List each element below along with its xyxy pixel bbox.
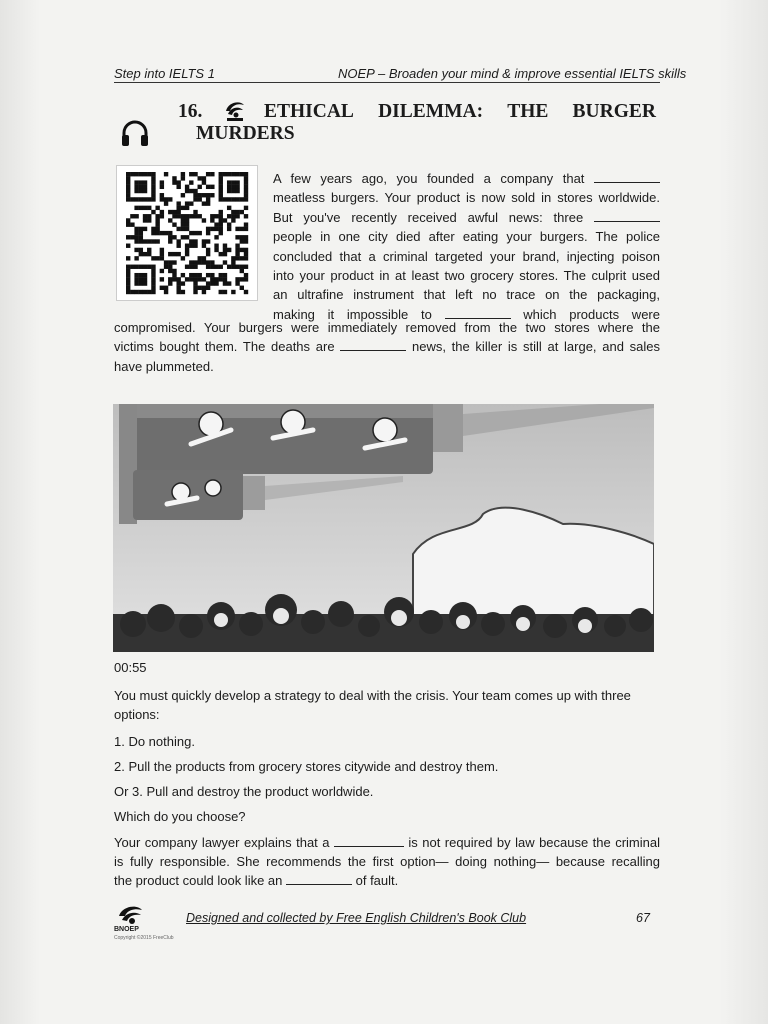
fill-in-blank[interactable] (340, 338, 406, 351)
footer-credit-link[interactable]: Designed and collected by Free English Children's Book Club (186, 911, 527, 925)
paragraph-text: into your product in at least two grocery stores. The culprit used (273, 268, 660, 284)
lawyer-text: the product could look like an (114, 873, 286, 888)
paragraph-text: victims bought them. The deaths are (114, 339, 341, 355)
paragraph-line (273, 285, 660, 304)
fill-in-blank[interactable] (286, 872, 352, 885)
intro-paragraph-full (114, 318, 660, 376)
paragraph-text: concluded that a criminal targeted your brand, injecting poison (273, 248, 660, 264)
footer-copyright: Copyright ©2015 FreeClub (114, 935, 174, 941)
paragraph-text: an ultrafine instrument that left no trace on the packaging, (273, 287, 660, 303)
fill-in-blank[interactable] (594, 209, 660, 222)
paragraph-line (273, 169, 660, 188)
page-number: 67 (636, 911, 650, 925)
lawyer-text: of fault. (352, 873, 399, 888)
paragraph-text: have plummeted. (114, 358, 214, 374)
strategy-text: You must quickly develop a strategy to deal with the crisis. Your team comes up with three options: (114, 688, 631, 722)
lesson-number: 16. (178, 101, 203, 122)
option-1: 1. Do nothing. (114, 734, 195, 749)
paragraph-text: making it impossible to (273, 306, 445, 322)
fill-in-blank[interactable] (445, 306, 511, 319)
title-word: DILEMMA: (378, 101, 484, 122)
paragraph-line (273, 266, 660, 285)
lawyer-text: is fully responsible. She recommends the first option— doing nothing— because recalling (114, 854, 660, 869)
paragraph-line (273, 227, 660, 246)
option-2: 2. Pull the products from grocery stores citywide and destroy them. (114, 759, 499, 774)
lawyer-text: Your company lawyer explains that a (114, 835, 334, 850)
question-text: Which do you choose? (114, 809, 246, 824)
paragraph-line (273, 247, 660, 266)
intro-paragraph-wrapped (273, 169, 660, 324)
option-3: Or 3. Pull and destroy the product worldwide. (114, 784, 374, 799)
lawyer-paragraph (114, 833, 660, 890)
paragraph-text: which products were (510, 306, 660, 322)
header-book-title: Step into IELTS 1 (114, 66, 215, 81)
footer-brand: BNOEP (114, 926, 139, 933)
header-slogan: NOEP – Broaden your mind & improve essential IELTS skills (338, 66, 687, 81)
header-divider (114, 82, 660, 83)
paragraph-text: news, the killer is still at large, and sales (406, 339, 661, 355)
paragraph-text: meatless burgers. Your product is now sold in stores worldwide. (273, 190, 660, 206)
lawyer-text: is not required by law because the criminal (403, 835, 660, 850)
paragraph-text: compromised. Your burgers were immediately removed from the two stores where the (114, 320, 660, 335)
paragraph-line (273, 208, 660, 227)
paragraph-text: But you've recently received awful news: three (273, 209, 594, 225)
fill-in-blank[interactable] (594, 170, 660, 183)
video-timestamp: 00:55 (114, 660, 147, 675)
qr-code[interactable] (116, 165, 258, 301)
poison-syringe-illustration (113, 404, 654, 652)
paragraph-text: people in one city died after eating your burgers. The police (273, 229, 660, 245)
paragraph-line (273, 188, 660, 207)
headphones-icon[interactable] (120, 118, 150, 148)
title-word: BURGER (572, 101, 656, 122)
paragraph-text: A few years ago, you founded a company that (273, 171, 594, 186)
fill-in-blank[interactable] (334, 834, 404, 847)
noep-logo-icon (222, 99, 248, 123)
title-word: ETHICAL (264, 101, 354, 122)
paragraph-line (114, 337, 660, 356)
page-title-line2: MURDERS (196, 123, 295, 144)
paragraph-line (114, 357, 660, 376)
paragraph-line (114, 318, 660, 337)
title-word: THE (507, 101, 549, 122)
page-title-line1 (264, 101, 656, 123)
